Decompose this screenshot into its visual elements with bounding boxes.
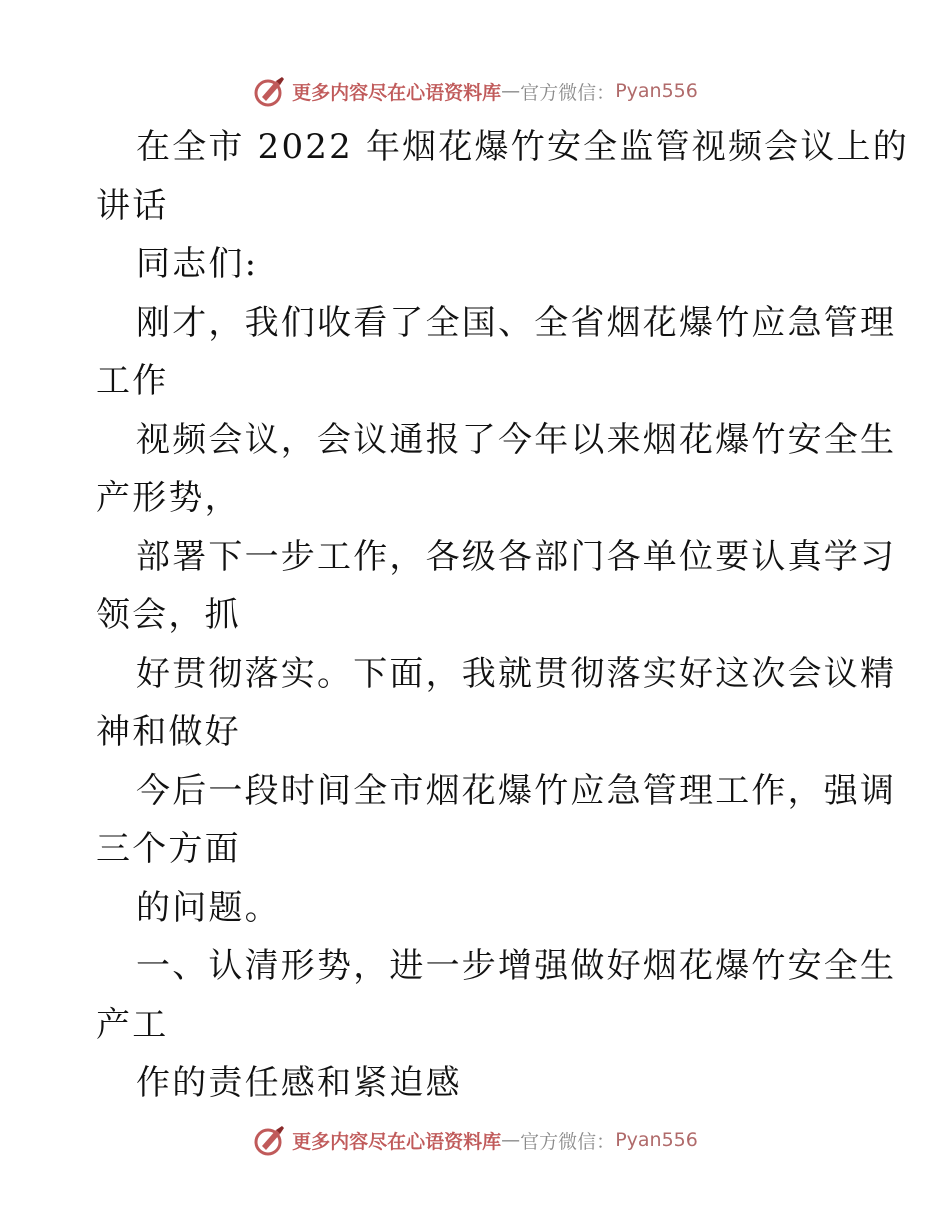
document-line: 产形势， — [96, 478, 241, 518]
pen-logo-icon — [252, 73, 288, 109]
document-line: 今后一段时间全市烟花爆竹应急管理工作，强调 — [136, 770, 897, 811]
document-line: 在全市 2022 年烟花爆竹安全监管视频会议上的 — [136, 127, 909, 167]
watermark-separator: — — [501, 80, 521, 102]
watermark-suffix: 官方微信： — [520, 81, 616, 104]
document-line: 工作 — [96, 361, 169, 401]
document-line: 视频会议，会议通报了今年以来烟花爆竹安全生 — [136, 419, 897, 460]
document-line: 作的责任感和紧迫感 — [136, 1063, 462, 1103]
watermark-separator: — — [501, 1129, 521, 1151]
document-line: 部署下一步工作，各级各部门各单位要认真学习 — [136, 536, 897, 577]
watermark-prefix: 更多内容尽在心语资料库 — [292, 1130, 502, 1153]
document-line: 领会，抓 — [96, 595, 241, 635]
document-line: 三个方面 — [96, 829, 241, 869]
document-line: 讲话 — [96, 185, 169, 226]
watermark-account: Pyan556 — [615, 80, 698, 102]
document-line: 刚才，我们收看了全国、全省烟花爆竹应急管理 — [136, 302, 897, 343]
document-line: 一、认清形势，进一步增强做好烟花爆竹安全生 — [136, 946, 897, 986]
document-line: 神和做好 — [96, 712, 241, 752]
header-watermark — [0, 71, 950, 111]
footer-watermark — [0, 1120, 950, 1160]
document-body — [96, 118, 909, 1113]
watermark-prefix: 更多内容尽在心语资料库 — [292, 81, 502, 104]
watermark-account: Pyan556 — [615, 1129, 698, 1151]
document-line: 产工 — [96, 1004, 169, 1045]
pen-logo-icon — [252, 1122, 288, 1158]
document-line: 同志们: — [136, 244, 259, 284]
watermark-suffix: 官方微信： — [520, 1130, 616, 1153]
document-line: 的问题。 — [136, 887, 281, 928]
document-line: 好贯彻落实。下面，我就贯彻落实好这次会议精 — [136, 653, 897, 694]
